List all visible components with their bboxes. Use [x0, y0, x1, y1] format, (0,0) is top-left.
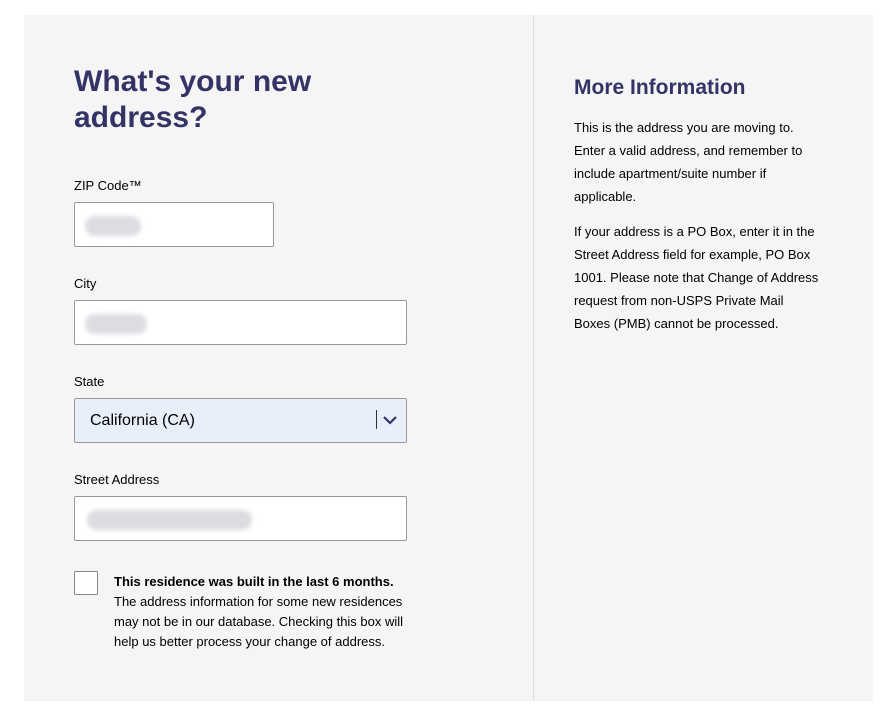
state-label: State — [74, 374, 105, 389]
state-select-value: California (CA) — [90, 412, 195, 429]
more-information-panel — [574, 74, 819, 335]
redacted-street-value — [87, 510, 252, 530]
zip-input[interactable] — [74, 202, 274, 247]
new-residence-text: The address information for some new residences may not be in our database. Checking this box will help us better process your change of address. — [114, 594, 404, 649]
city-label: City — [74, 276, 97, 291]
info-paragraph-2: If your address is a PO Box, enter it in the Street Address field for example, PO Box 1001. Please note that Change of Address request from non-USPS Private Mail Boxes (PMB) cannot be processed. — [574, 224, 819, 331]
chevron-down-icon[interactable] — [382, 414, 398, 426]
street-label: Street Address — [74, 472, 160, 487]
street-address-input[interactable] — [74, 496, 407, 541]
redacted-city-value — [85, 314, 147, 334]
info-paragraph-1: This is the address you are moving to. Enter a valid address, and remember to include apartment/suite number if applicable. — [574, 120, 803, 204]
redacted-zip-value — [85, 216, 141, 236]
form-column — [74, 64, 434, 136]
new-residence-description — [114, 572, 414, 652]
info-title: More Information — [574, 76, 746, 99]
state-select[interactable] — [74, 398, 407, 443]
zip-label: ZIP Code™ — [74, 178, 142, 193]
column-divider — [533, 15, 534, 701]
select-separator — [376, 410, 377, 429]
page-title: What's your new address? — [74, 65, 312, 134]
city-input[interactable] — [74, 300, 407, 345]
new-residence-checkbox[interactable] — [74, 571, 98, 595]
new-residence-heading: This residence was built in the last 6 months. — [114, 574, 394, 589]
